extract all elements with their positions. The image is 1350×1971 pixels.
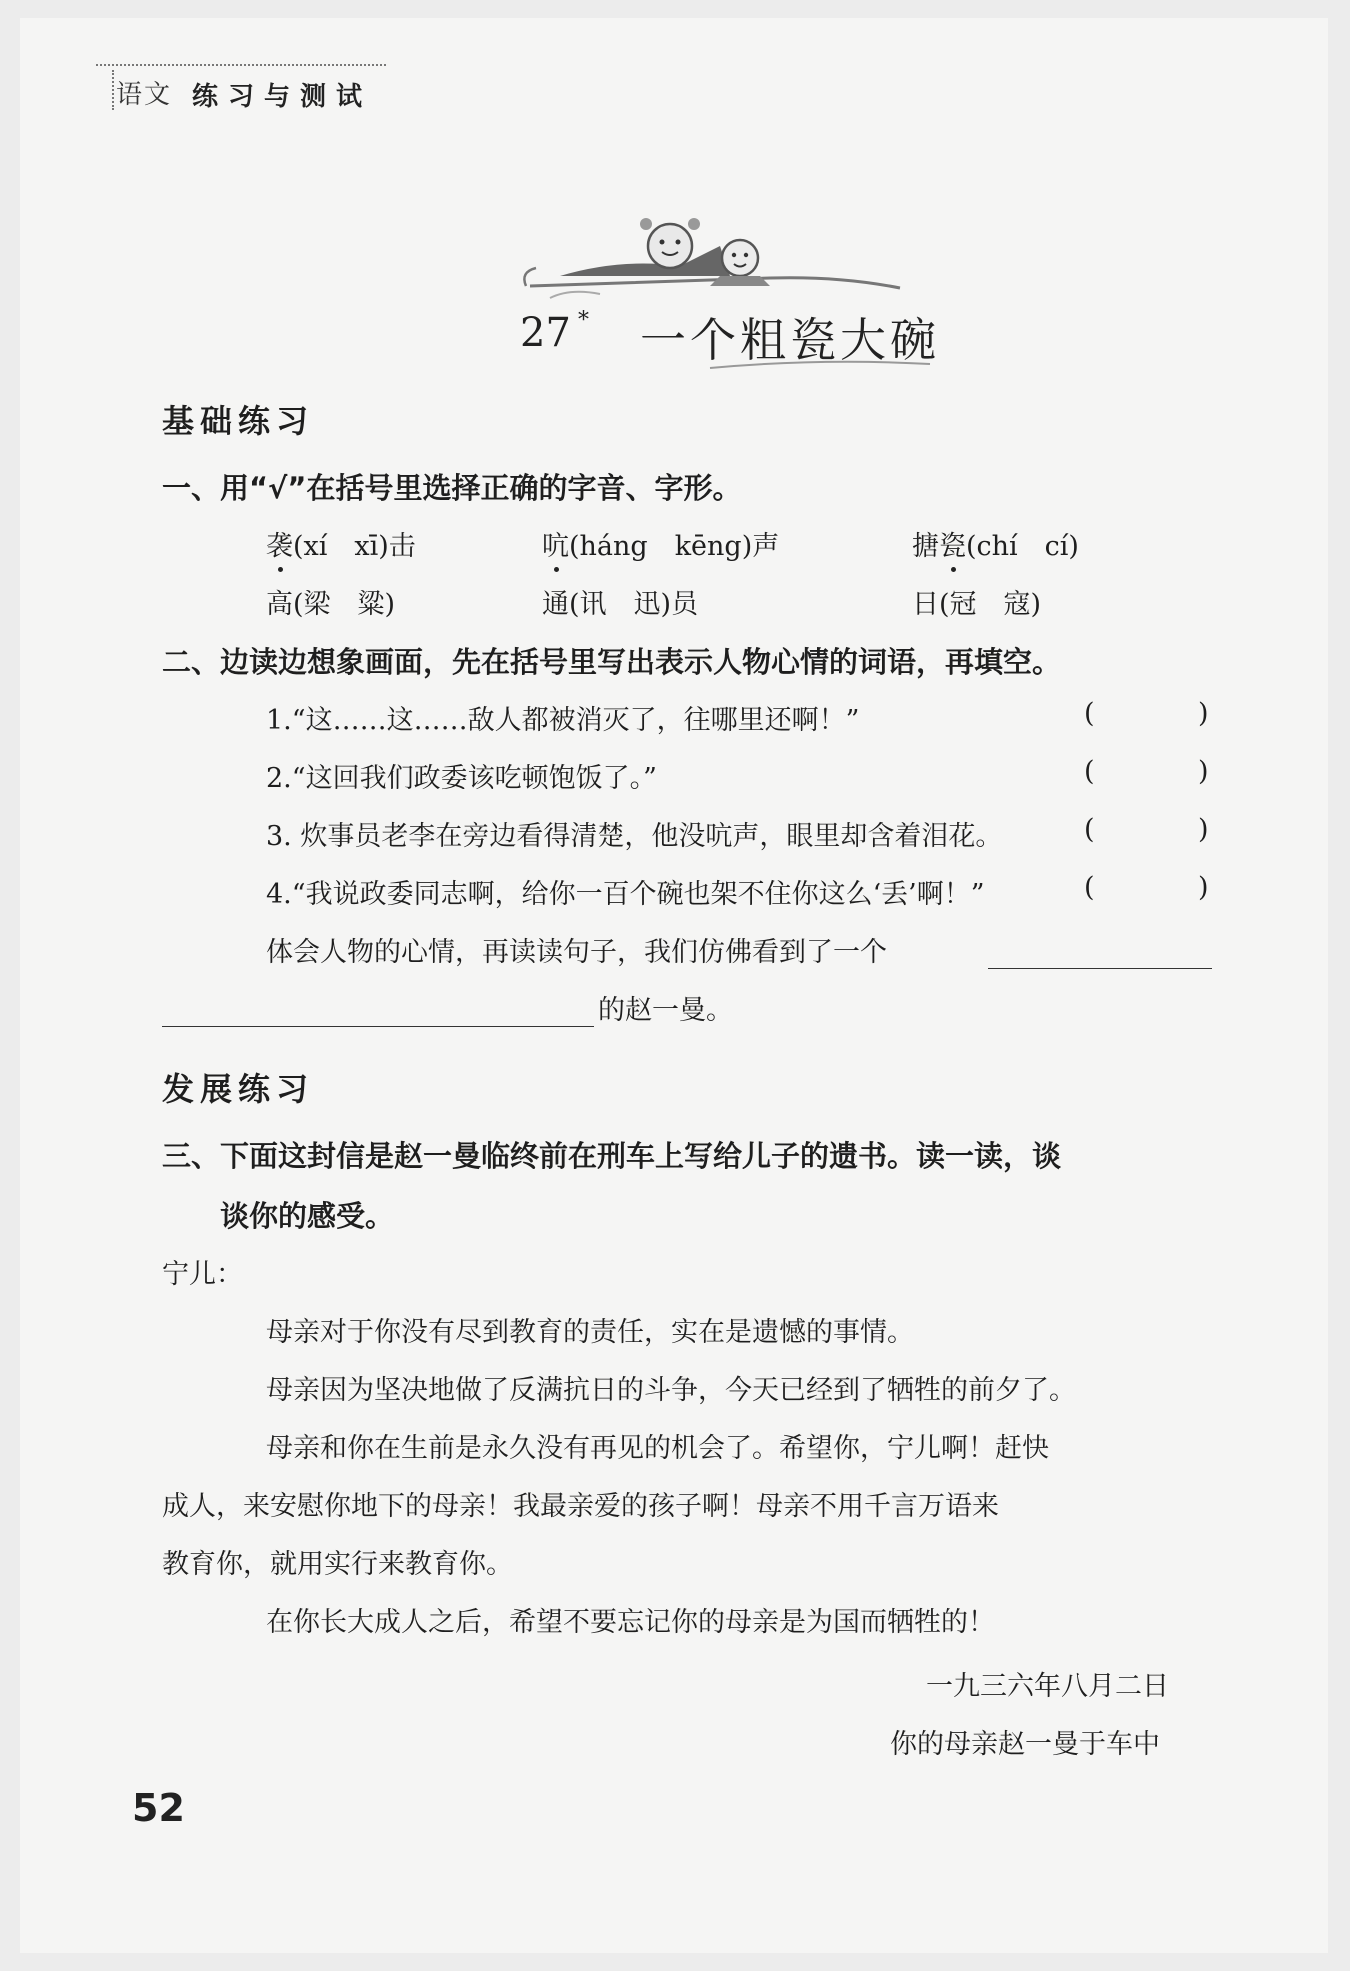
header-dotted-rule <box>96 64 386 66</box>
workbook-page <box>20 18 1328 1953</box>
question-2-prompt: 二、边读边想象画面，先在括号里写出表示人物心情的词语，再填空。 <box>162 645 1062 679</box>
q1-item-3-options: (chí cí) <box>966 531 1079 562</box>
dotted-char: 吭 <box>542 531 569 562</box>
page-number: 52 <box>132 1786 185 1830</box>
letter-line-6: 在你长大成人之后，希望不要忘记你的母亲是为国而牺牲的！ <box>266 1607 995 1638</box>
lesson-number: 27 <box>520 310 571 356</box>
dotted-char: 瓷 <box>939 531 966 562</box>
section-title-development: 发展练习 <box>162 1070 315 1108</box>
letter-line-4: 成人，来安慰你地下的母亲！我最亲爱的孩子啊！母亲不用千言万语来 <box>162 1491 999 1522</box>
question-3-prompt-line-2: 谈你的感受。 <box>220 1199 395 1233</box>
letter-date: 一九三六年八月二日 <box>926 1671 1169 1702</box>
q2-blank-2[interactable] <box>162 1026 594 1027</box>
q2-item-1: 1.“这……这……敌人都被消灭了，往哪里还啊！” <box>266 705 860 736</box>
q1-item-2-options: (háng kēng)声 <box>569 531 780 562</box>
q1-item-5: 通(讯 迅)员 <box>542 589 699 620</box>
q1-item-2 <box>542 524 779 563</box>
dotted-char: 袭 <box>266 531 293 562</box>
header-subject: 语文 <box>116 80 173 110</box>
lesson-title: 一个粗瓷大碗 <box>640 313 940 367</box>
q2-fill-line-1: 体会人物的心情，再读读句子，我们仿佛看到了一个 <box>266 937 887 968</box>
q1-item-4: 高(梁 粱) <box>266 589 396 620</box>
q2-item-4: 4.“我说政委同志啊，给你一百个碗也架不住你这么‘丢’啊！” <box>266 879 985 910</box>
answer-paren-open: ( <box>1084 814 1095 845</box>
q2-item-2: 2.“这回我们政委该吃顿饱饭了。” <box>266 763 657 794</box>
header-dotted-divider <box>112 70 114 110</box>
header-book-title: 练习与测试 <box>192 82 373 112</box>
q1-item-3-prefix: 搪 <box>912 531 939 562</box>
letter-line-5: 教育你，就用实行来教育你。 <box>162 1549 513 1580</box>
question-1-prompt: 一、用“√”在括号里选择正确的字音、字形。 <box>162 471 742 505</box>
section-title-basic: 基础练习 <box>162 402 315 440</box>
answer-paren-open: ( <box>1084 756 1095 787</box>
q1-item-3 <box>912 524 1079 563</box>
answer-paren-close: ) <box>1198 872 1209 903</box>
letter-line-1: 母亲对于你没有尽到教育的责任，实在是遗憾的事情。 <box>266 1317 914 1348</box>
q1-item-1-options: (xí xī)击 <box>293 531 416 562</box>
letter-line-2: 母亲因为坚决地做了反满抗日的斗争，今天已经到了牺牲的前夕了。 <box>266 1375 1076 1406</box>
lesson-star-mark: * <box>578 308 589 333</box>
answer-paren-close: ) <box>1198 814 1209 845</box>
q2-blank-1[interactable] <box>988 968 1212 969</box>
q1-item-1 <box>266 524 416 563</box>
letter-signature: 你的母亲赵一曼于车中 <box>890 1729 1160 1760</box>
q2-item-3: 3. 炊事员老李在旁边看得清楚，他没吭声，眼里却含着泪花。 <box>266 821 1003 852</box>
question-3-prompt-line-1: 三、下面这封信是赵一曼临终前在刑车上写给儿子的遗书。读一读，谈 <box>162 1139 1062 1173</box>
answer-paren-open: ( <box>1084 872 1095 903</box>
answer-paren-close: ) <box>1198 756 1209 787</box>
q2-fill-line-2: 的赵一曼。 <box>598 995 733 1026</box>
answer-paren-open: ( <box>1084 698 1095 729</box>
letter-salutation: 宁儿： <box>162 1259 243 1290</box>
q1-item-6: 日(冠 寇) <box>912 589 1042 620</box>
letter-line-3: 母亲和你在生前是永久没有再见的机会了。希望你，宁儿啊！赶快 <box>266 1433 1049 1464</box>
answer-paren-close: ) <box>1198 698 1209 729</box>
